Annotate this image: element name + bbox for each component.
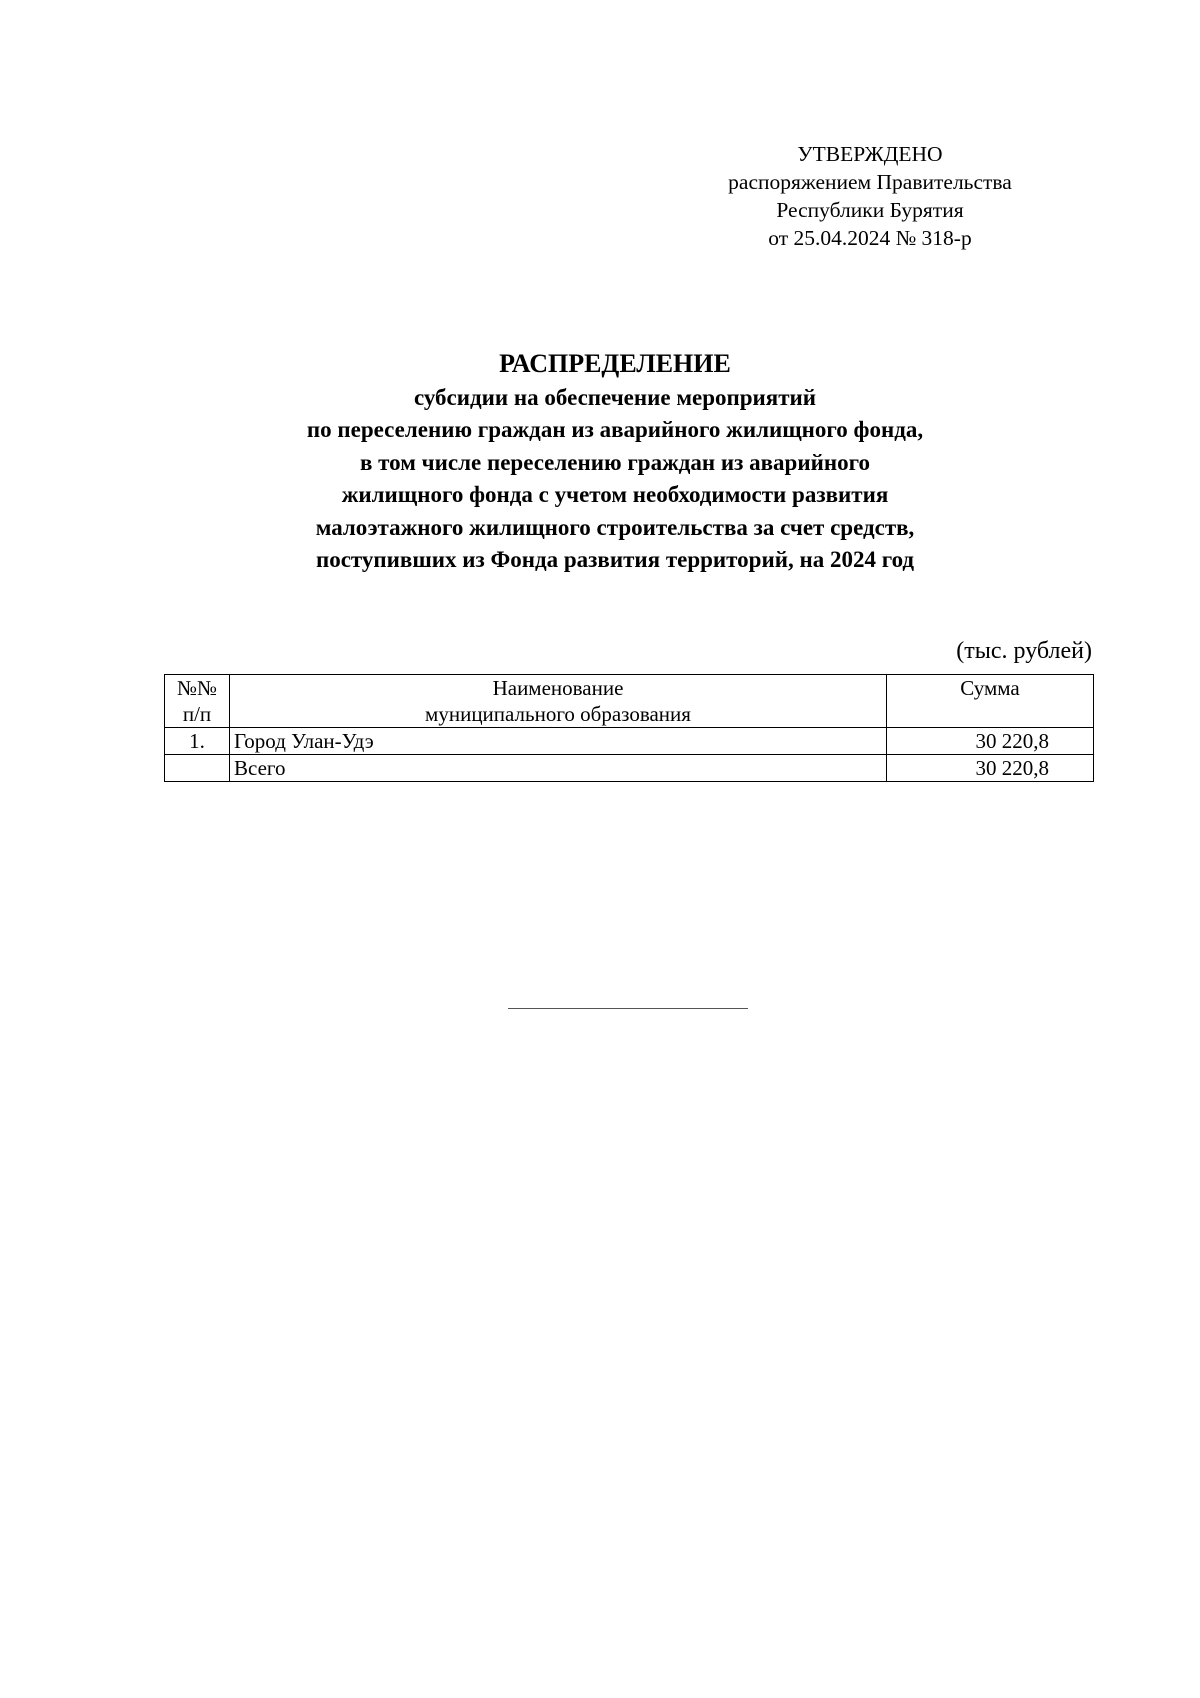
row-name: Всего: [230, 755, 887, 782]
approval-date-number: от 25.04.2024 № 318-р: [768, 226, 972, 250]
approval-issuer: распоряжением Правительства: [728, 170, 1012, 194]
row-number: [165, 755, 230, 782]
table-header-row: [165, 675, 1094, 728]
document-title-line: поступивших из Фонда развития территорий, на 2024 год: [315, 547, 915, 572]
header-number-line1: №№: [176, 676, 218, 700]
header-number-line2: п/п: [182, 702, 212, 726]
approval-stamp: [700, 140, 1040, 252]
row-sum: 30 220,8: [887, 755, 1094, 782]
table-total-row: [165, 755, 1094, 782]
distribution-table: [164, 674, 1094, 782]
document-title-line: малоэтажного жилищного строительства за счет средств,: [315, 514, 915, 540]
table-row: [165, 728, 1094, 755]
document-title-main: РАСПРЕДЕЛЕНИЕ: [499, 349, 731, 378]
row-name: Город Улан-Удэ: [230, 728, 887, 755]
header-name-line2: муниципального образования: [425, 702, 691, 726]
approval-region: Республики Бурятия: [776, 198, 964, 222]
document-title-line: в том числе переселению граждан из аварийного: [360, 449, 870, 475]
document-title-line: по переселению граждан из аварийного жилищного фонда,: [306, 417, 924, 442]
closing-divider-line: [508, 1008, 748, 1009]
unit-label: (тыс. рублей): [956, 638, 1092, 664]
row-sum: 30 220,8: [887, 728, 1094, 755]
header-number: [165, 675, 230, 728]
approval-heading: УТВЕРЖДЕНО: [797, 142, 943, 166]
document-title-line: субсидии на обеспечение мероприятий: [413, 384, 817, 410]
header-name: [230, 675, 887, 728]
header-sum: Сумма: [887, 675, 1094, 728]
document-title: [150, 348, 1080, 577]
row-number: 1.: [165, 728, 230, 755]
header-name-line1: Наименование: [492, 676, 624, 700]
document-title-line: жилищного фонда с учетом необходимости развития: [341, 482, 889, 507]
